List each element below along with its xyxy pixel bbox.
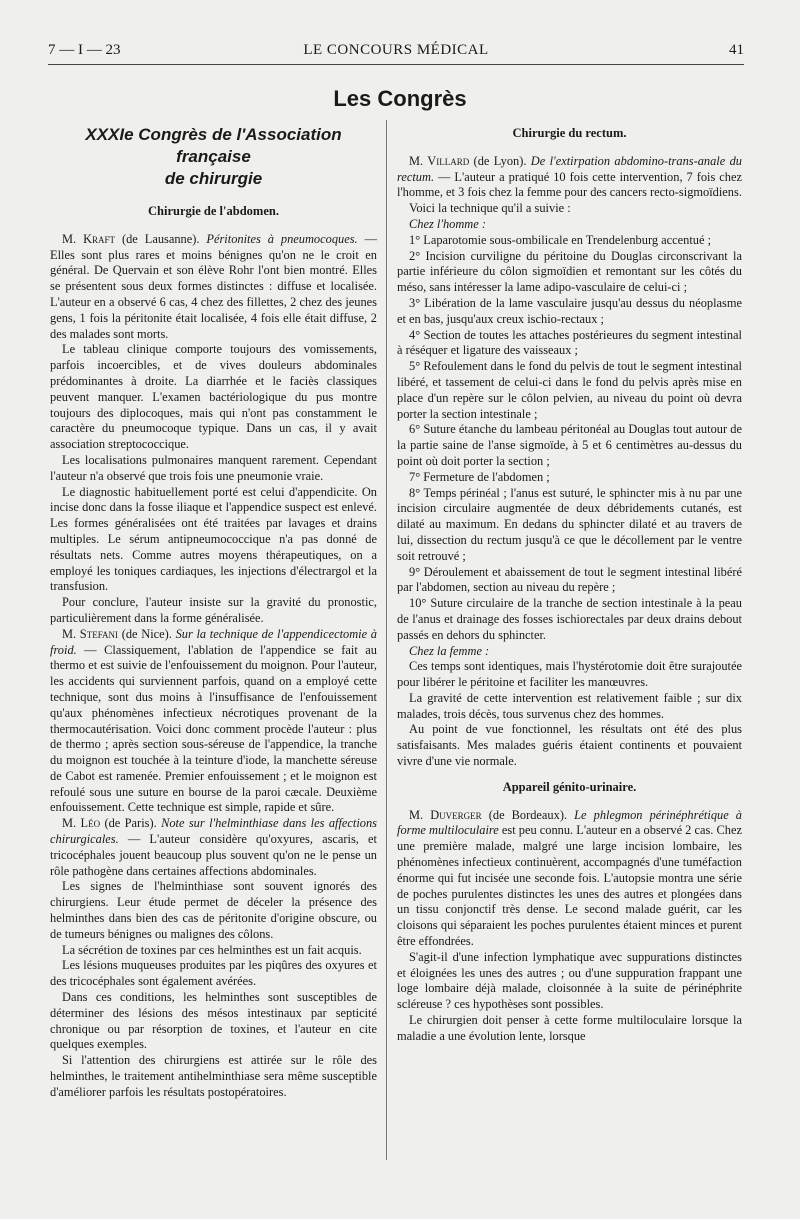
author-name: M. Duverger [409,807,482,822]
paragraph-villard [397,154,742,201]
author-name: M. Kraft [62,231,116,246]
paragraph: Si l'attention des chirurgiens est attirée sur le rôle des helminthes, le traitement antihelminthiase sera même susceptible d'améliorer parfois les résultats postopératoires. [50,1053,377,1099]
paragraph: La sécrétion de toxines par ces helminthes est un fait acquis. [62,942,362,957]
paragraph-text: — L'auteur a pratiqué 10 fois cette intervention, 7 fois chez l'homme, et 3 fois chez la femme pour des cancers recto-sigmoïdiens. [397,169,742,200]
subhead-genito-urinary: Appareil génito-urinaire. [502,779,637,794]
page-header [48,42,744,65]
subsection-label-text: Chez l'homme : [409,216,486,231]
paragraph: Voici la technique qu'il a suivie : [409,201,571,216]
subhead-abdomen: Chirurgie de l'abdomen. [148,204,279,218]
step: 2° Incision curviligne du péritoine du Douglas circonscrivant la partie inférieure du côlon sigmoïdien et remontant sur les côtés du méso, sans intéresser la lame adipo-vasculaire de celui-ci ; [397,248,742,295]
paragraph: Les lésions muqueuses produites par les piqûres des oxyures et des tricocéphales sont également avérées. [50,958,377,989]
paper-title: Péritonites à pneumocoques. [206,231,358,246]
journal-title: LE CONCOURS MÉDICAL [303,42,489,58]
paragraph-kraft [50,232,377,343]
step: 6° Suture étanche du lambeau péritonéal au Douglas tout autour de la partie saine de l'anse sigmoïde, à 5 et 6 centimètres au-dessus du point où doit porter la section ; [397,422,742,468]
subsection-label-text: Chez la femme : [409,643,490,658]
paragraph-stefani [50,627,377,817]
congress-title [50,124,377,190]
paper-title: De l'extirpation abdomino-trans-anale du rectum. [397,153,742,184]
subsection-label [397,644,742,660]
paragraph: Les signes de l'helminthiase sont souvent ignorés des chirurgiens. Leur étude permet de déceler la présence des helminthes dans bien des cas de péritonite d'origine obscure, ou de tumeurs bénignes ou malignes des côlons. [50,879,377,941]
page-number: 41 [729,42,744,58]
column-divider [386,120,387,1160]
paper-title: Note sur l'helminthiase dans les affections chirurgicales. [50,816,377,847]
left-column [50,120,377,1101]
paragraph-text: — Elles sont plus rares et moins bénignes qu'on ne le croit en général. De Quervain et son élève Rohr l'ont bien montré. Elles se présentent sous deux formes distinctes : diffuse et localisée. L'auteur en a observé 6 cas, 4 chez des fillettes, 2 chez des jeunes gens, 1 fois la péritonite était localisée, 4 fois elle était diffuse, 2 des malades sont morts. [50,231,377,341]
paragraph: Au point de vue fonctionnel, les résultats ont été des plus satisfaisants. Mes malades guéris étaient continents et pouvaient vivre d'une vie normale. [397,722,742,769]
paragraph: Le chirurgien doit penser à cette forme multiloculaire lorsque la maladie a une évolution lente, lorsque [397,1013,742,1043]
paragraph: S'agit-il d'une infection lymphatique avec suppurations distinctes et éloignées les unes des autres ; ou d'une suppuration frappant une loge lombaire déjà malade, cloisonnée à la suite de périnéphrite scléreuse ? ces hypothèses sont possibles. [397,949,742,1012]
paragraph-leo [50,816,377,879]
paragraph-duverger [397,808,742,950]
step: 10° Suture circulaire de la tranche de section intestinale à la peau de l'anus et drainage des fosses ischiorectales par deux drains debout passés en dehors du sphincter. [397,596,742,642]
step: 9° Déroulement et abaissement de tout le segment intestinal libéré par l'abdomen, section au niveau du repère ; [397,564,742,595]
author-origin: (de Bordeaux). [481,807,575,822]
paper-title: Le phlegmon périnéphrétique à forme multiloculaire [397,807,742,838]
author-origin: (de Paris). [100,816,162,831]
paragraph: Le tableau clinique comporte toujours des vomissements, parfois incoercibles, et de vives douleurs abdominales prédominantes à droite. La diarrhée et le faciès classiques peuvent manquer. L'examen bactériologique du pus montre toujours des diplocoques, mais qui n'ont pas constamment le caractère du pneumocoque typique. Dans un cas, il y avait association streptococcique. [50,342,377,452]
section-title: Les Congrès [333,86,467,111]
congress-title-line-1: XXXIe Congrès de l'Association française [85,125,342,166]
paragraph: Les localisations pulmonaires manquent rarement. Cependant l'auteur n'a observé que trois fois une pneumonie vraie. [50,452,377,483]
author-name: M. Léo [62,816,101,831]
paragraph: La gravité de cette intervention est relativement faible ; sur dix malades, trois décès, tous survenus chez des hommes. [397,690,742,721]
step: 7° Fermeture de l'abdomen ; [409,469,550,484]
author-origin: (de Lausanne). [115,231,207,246]
author-name: M. Stefani [62,626,119,641]
step: 1° Laparotomie sous-ombilicale en Trendelenburg accentué ; [409,232,712,247]
congress-title-line-2: de chirurgie [164,169,263,188]
subhead-rectum: Chirurgie du rectum. [512,126,627,140]
author-name: M. Villard [409,153,470,168]
paragraph-text: — Classiquement, l'ablation de l'appendice se fait au thermo et est suivie de l'enfouissement du moignon. Pour l'auteur, les accidents qui surviennent parfois, quand on a employé cette technique, sont dus moins à l'insuffisance de l'enfouissement qu'aux phénomènes infectieux nécrotiques provenant de la thermocautérisation. Voici donc comment procède l'auteur : plus de thermo ; après section sous-séreuse de l'appendice, la tranche du moignon est touchée à la teinture d'iode, la manchette séreuse de Cabot est ramenée. Premier enfouissement ; et le moignon est refoulé sous une suture en bourse de la paroi cæcale. Deuxième enfouissement. Cette technique est simple, rapide et sûre. [50,642,377,815]
subsection-label [397,217,742,233]
paragraph: Le diagnostic habituellement porté est celui d'appendicite. On incise donc dans la fosse iliaque et l'appendice suspect est enlevé. Les formes généralisées ont été traitées par lavages et drains multiples. Le sérum antipneumococcique n'a pas donné de résultats nets. Comme autres moyens thérapeutiques, on a employé les toniques cardiaques, les injections d'électrargol et la transfusion. [50,484,377,594]
paragraph: Pour conclure, l'auteur insiste sur la gravité du pronostic, particulièrement dans la forme généralisée. [50,595,377,625]
step: 3° Libération de la lame vasculaire jusqu'au dessus du néoplasme et en bas, jusqu'aux creux ischio-rectaux ; [397,295,742,326]
paragraph-text: est peu connu. L'auteur en a observé 2 cas. Chez une première malade, malgré une large incision lombaire, les phénomènes infectieux continuèrent, accompagnés d'une tuméfaction énorme qui fut incisée une seconde fois. L'autopsie montra une série de poches purulentes distinctes les unes des autres et plongées dans un tissu conjonctif très dense. Le second malade guérit, car les cloisons qui séparaient les poches purulentes étaient minces et purent être effondrées. [397,823,742,949]
paragraph: Dans ces conditions, les helminthes sont susceptibles de déterminer des lésions des mésos intestinaux par septicité chronique ou par résorption de toxines, et l'auteur en cite quelques exemples. [50,990,377,1052]
author-origin: (de Lyon). [469,153,531,168]
right-column [397,120,742,1045]
paragraph-text: — L'auteur considère qu'oxyures, ascaris, et tricocéphales jouent beaucoup plus souvent qu'on ne le pense un rôle pathogène dans certaines affections abdominales. [50,832,377,878]
author-origin: (de Nice). [118,626,176,641]
step: 8° Temps périnéal ; l'anus est suturé, le sphincter mis à nu par une incision circulaire augmentée de deux débridements cutanés, est dilaté au maximum. En dedans du sphincter dilaté et au travers de lui, dissection du rectum jusqu'à ce que le décollement par le ventre soit retrouvé ; [397,485,742,563]
paper-title: Sur la technique de l'appendicectomie à froid. [50,626,377,657]
paragraph: Ces temps sont identiques, mais l'hystérotomie doit être surajoutée pour libérer le péritoine et faciliter les manœuvres. [397,659,742,690]
step: 5° Refoulement dans le fond du pelvis de tout le segment intestinal libéré, et tassement de celui-ci dans le fond du pelvis après mise en place d'un repère sur le côlon pelvien, au niveau du point où devra porter la section intestinale ; [397,359,742,421]
step: 4° Section de toutes les attaches postérieures du segment intestinal à réséquer et ligature des vaisseaux ; [397,327,742,358]
issue-date: 7 — I — 23 [48,42,121,58]
